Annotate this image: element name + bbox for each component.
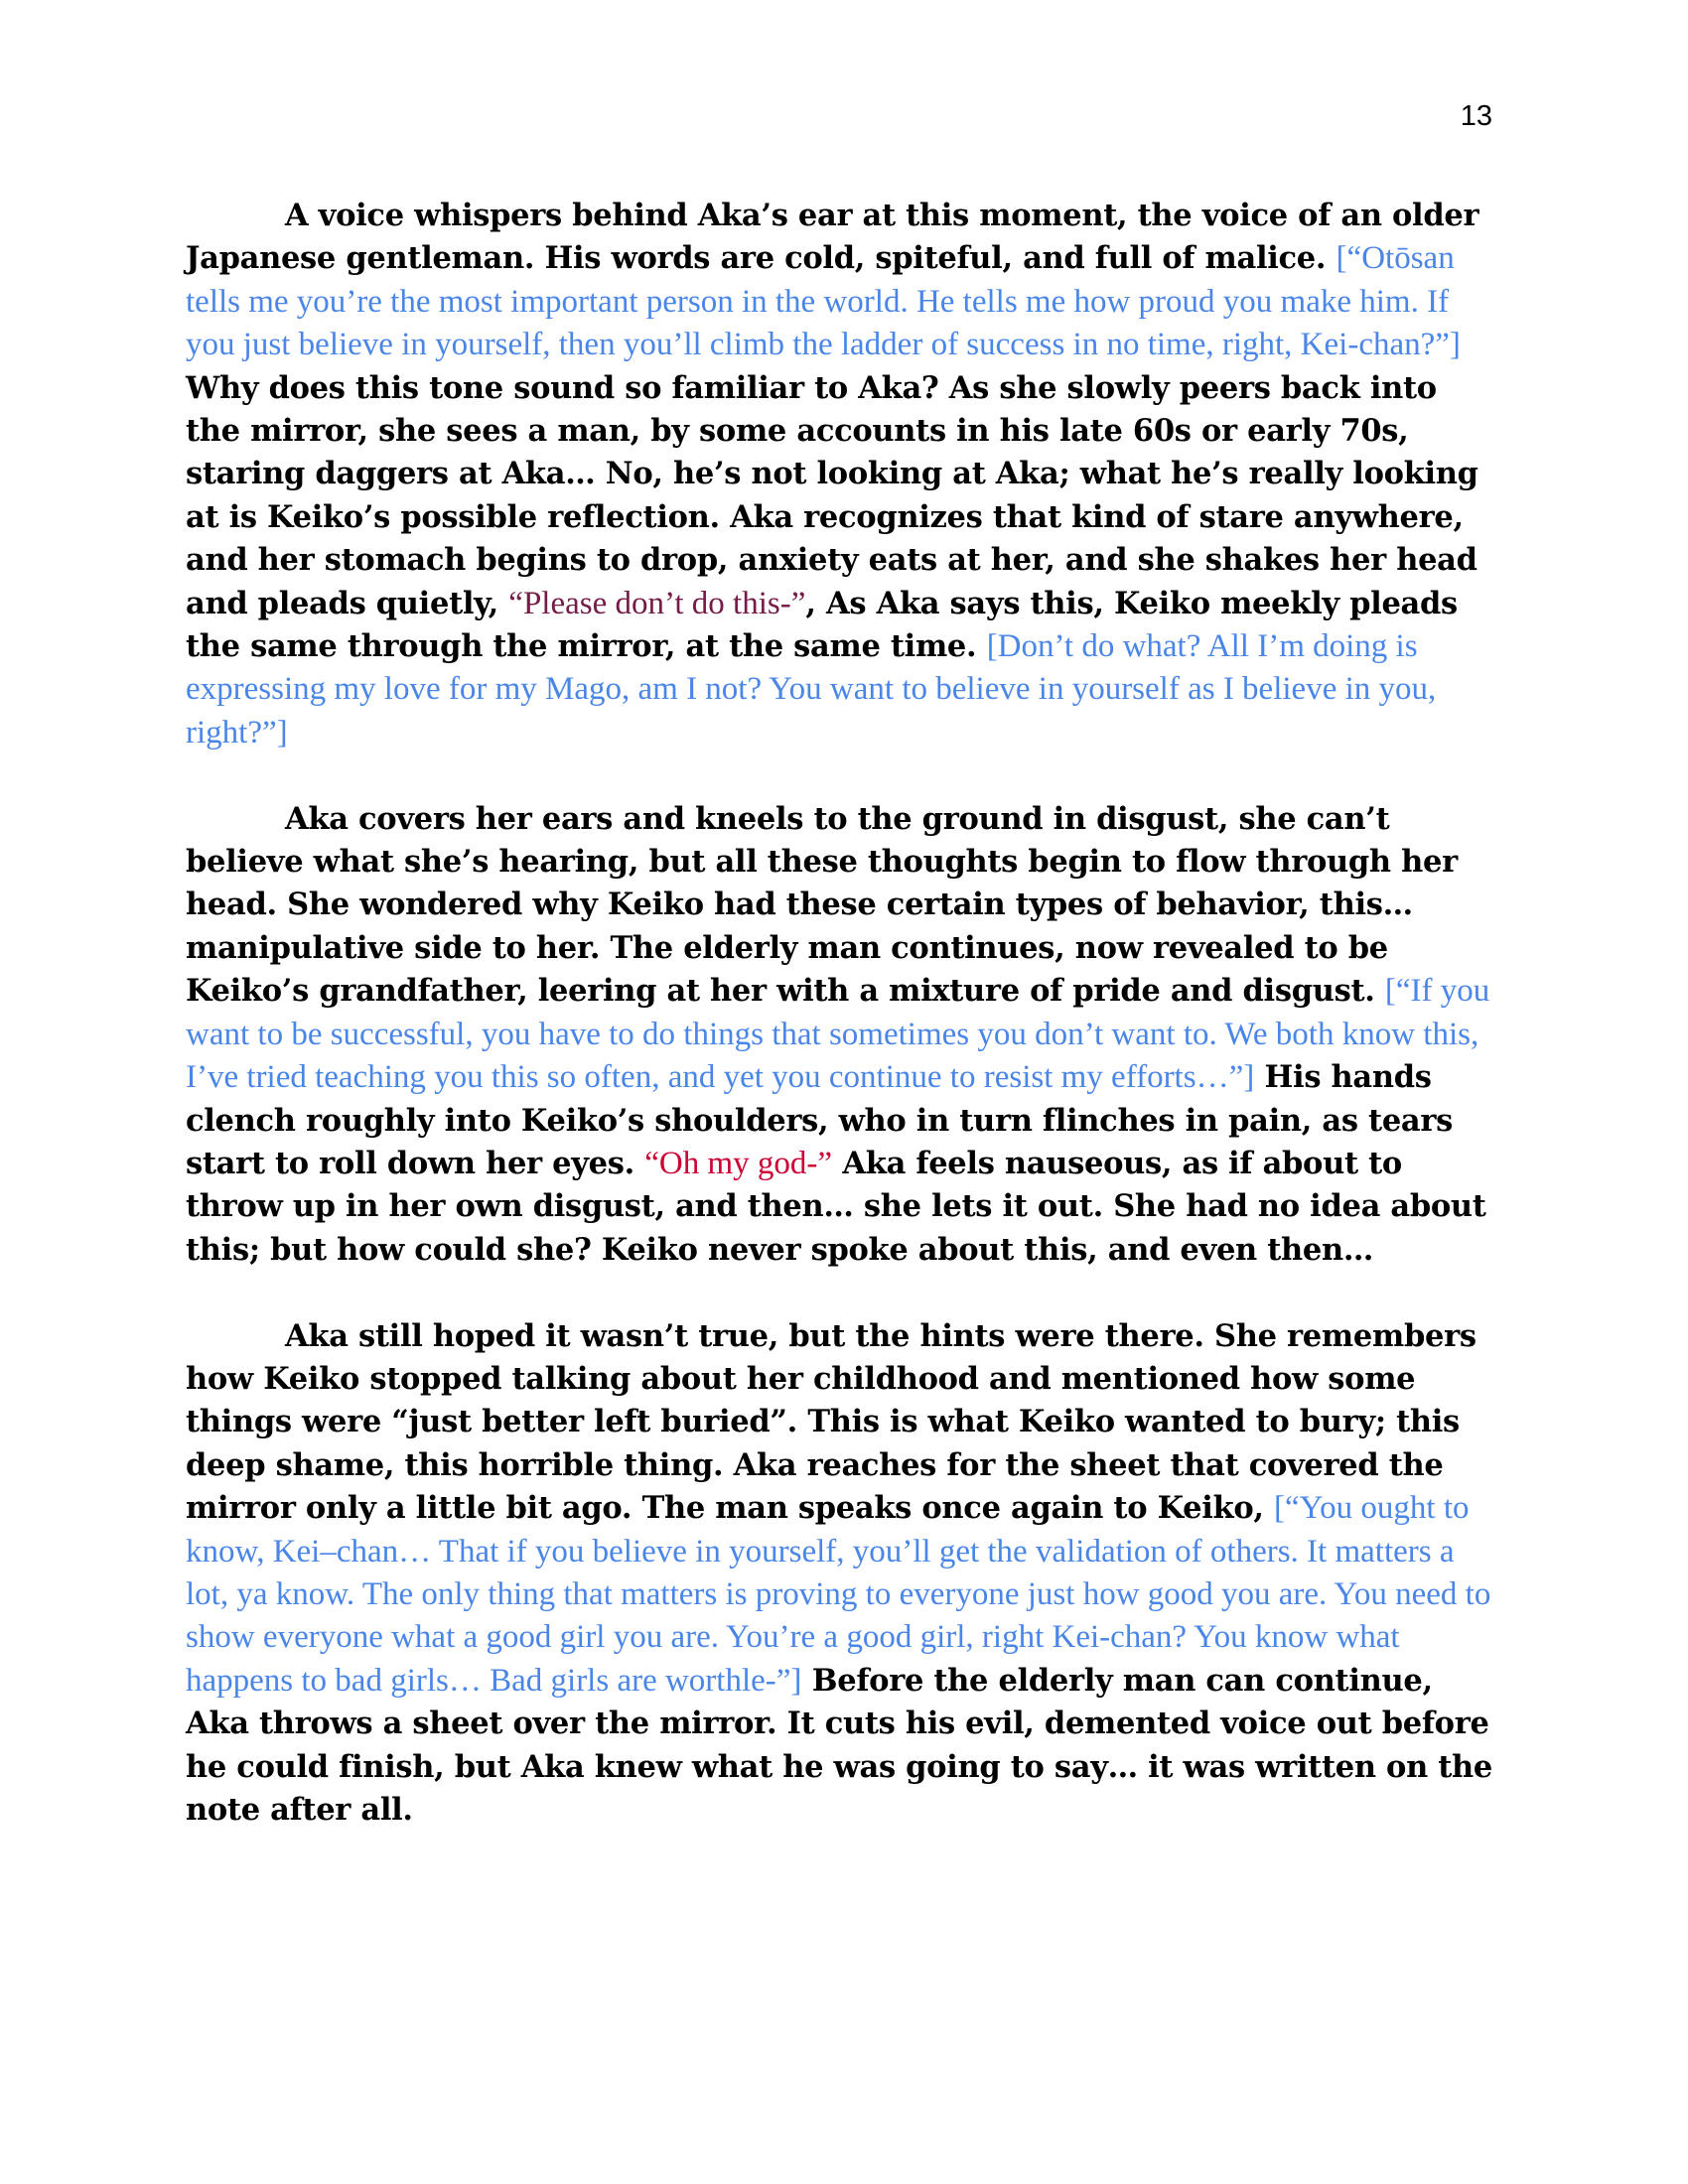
- page-number: 13: [1460, 100, 1492, 132]
- aka-exclaim-dialogue: “Oh my god-”: [644, 1145, 833, 1181]
- story-body: [186, 195, 1496, 1832]
- paragraph-1: [186, 195, 1496, 754]
- narration-text: Aka feels nauseous, as if about to throw up in her own disgust, and then… she lets it out. She had no idea about this; but how could she? Keiko never spoke about this, and even then…: [186, 1145, 1486, 1268]
- narration-text: His hands clench roughly into Keiko’s shoulders, who in turn flinches in pain, as tears start to roll down her eyes.: [186, 1059, 1454, 1181]
- narration-text: Why does this tone sound so familiar to Aka? As she slowly peers back into the mirror, she sees a man, by some accounts in his late 60s or early 70s, staring daggers at Aka… No, he’s not looking at Aka; what he’s really looking at is Keiko’s possible reflection. Aka recognizes that kind of stare anywhere, and her stomach begins to drop, anxiety eats at her, and she shakes her head and pleads quietly,: [186, 369, 1478, 621]
- paragraph-2: [186, 798, 1496, 1272]
- aka-plea-dialogue: “Please don’t do this-”: [508, 585, 806, 621]
- narration-text: Before the elderly man can continue, Aka throws a sheet over the mirror. It cuts his evil, demented voice out before he could finish, but Aka knew what he was going to say… it was written on the note after all.: [186, 1662, 1493, 1828]
- grandfather-dialogue: [Don’t do what? All I’m doing is expressing my love for my Mago, am I not? You want to believe in yourself as I believe in you, right?”]: [186, 628, 1437, 751]
- narration-text: Aka still hoped it wasn’t true, but the hints were there. She remembers how Keiko stopped talking about her childhood and mentioned how some things were “just better left buried”. This is what Keiko wanted to bury; this deep shame, this horrible thing. Aka reaches for the sheet that covered the mirror only a little bit ago. The man speaks once again to Keiko,: [186, 1317, 1477, 1527]
- grandfather-dialogue: [“You ought to know, Kei–chan… That if you believe in yourself, you’ll get the validation of others. It matters a lot, ya know. The only thing that matters is proving to everyone just how good you are. You need to show everyone what a good girl you are. You’re a good girl, right Kei-chan? You know what happens to bad girls… Bad girls are worthle-”]: [186, 1490, 1491, 1699]
- narration-text: , As Aka says this, Keiko meekly pleads the same through the mirror, at the same time.: [186, 585, 1458, 665]
- paragraph-3: [186, 1315, 1496, 1833]
- grandfather-dialogue: [“If you want to be successful, you have to do things that sometimes you don’t want to. We both know this, I’ve tried teaching you this so often, and yet you continue to resist my efforts…”]: [186, 973, 1490, 1096]
- grandfather-dialogue: [“Otōsan tells me you’re the most important person in the world. He tells me how proud you make him. If you just believe in yourself, then you’ll climb the ladder of success in no time, right, Kei-chan?”]: [186, 240, 1461, 363]
- narration-text: A voice whispers behind Aka’s ear at this moment, the voice of an older Japanese gentleman. His words are cold, spiteful, and full of malice.: [186, 198, 1479, 277]
- narration-text: Aka covers her ears and kneels to the ground in disgust, she can’t believe what she’s hearing, but all these thoughts begin to flow through her head. She wondered why Keiko had these certain types of behavior, this… manipulative side to her. The elderly man continues, now revealed to be Keiko’s grandfather, leering at her with a mixture of pride and disgust.: [186, 800, 1458, 1010]
